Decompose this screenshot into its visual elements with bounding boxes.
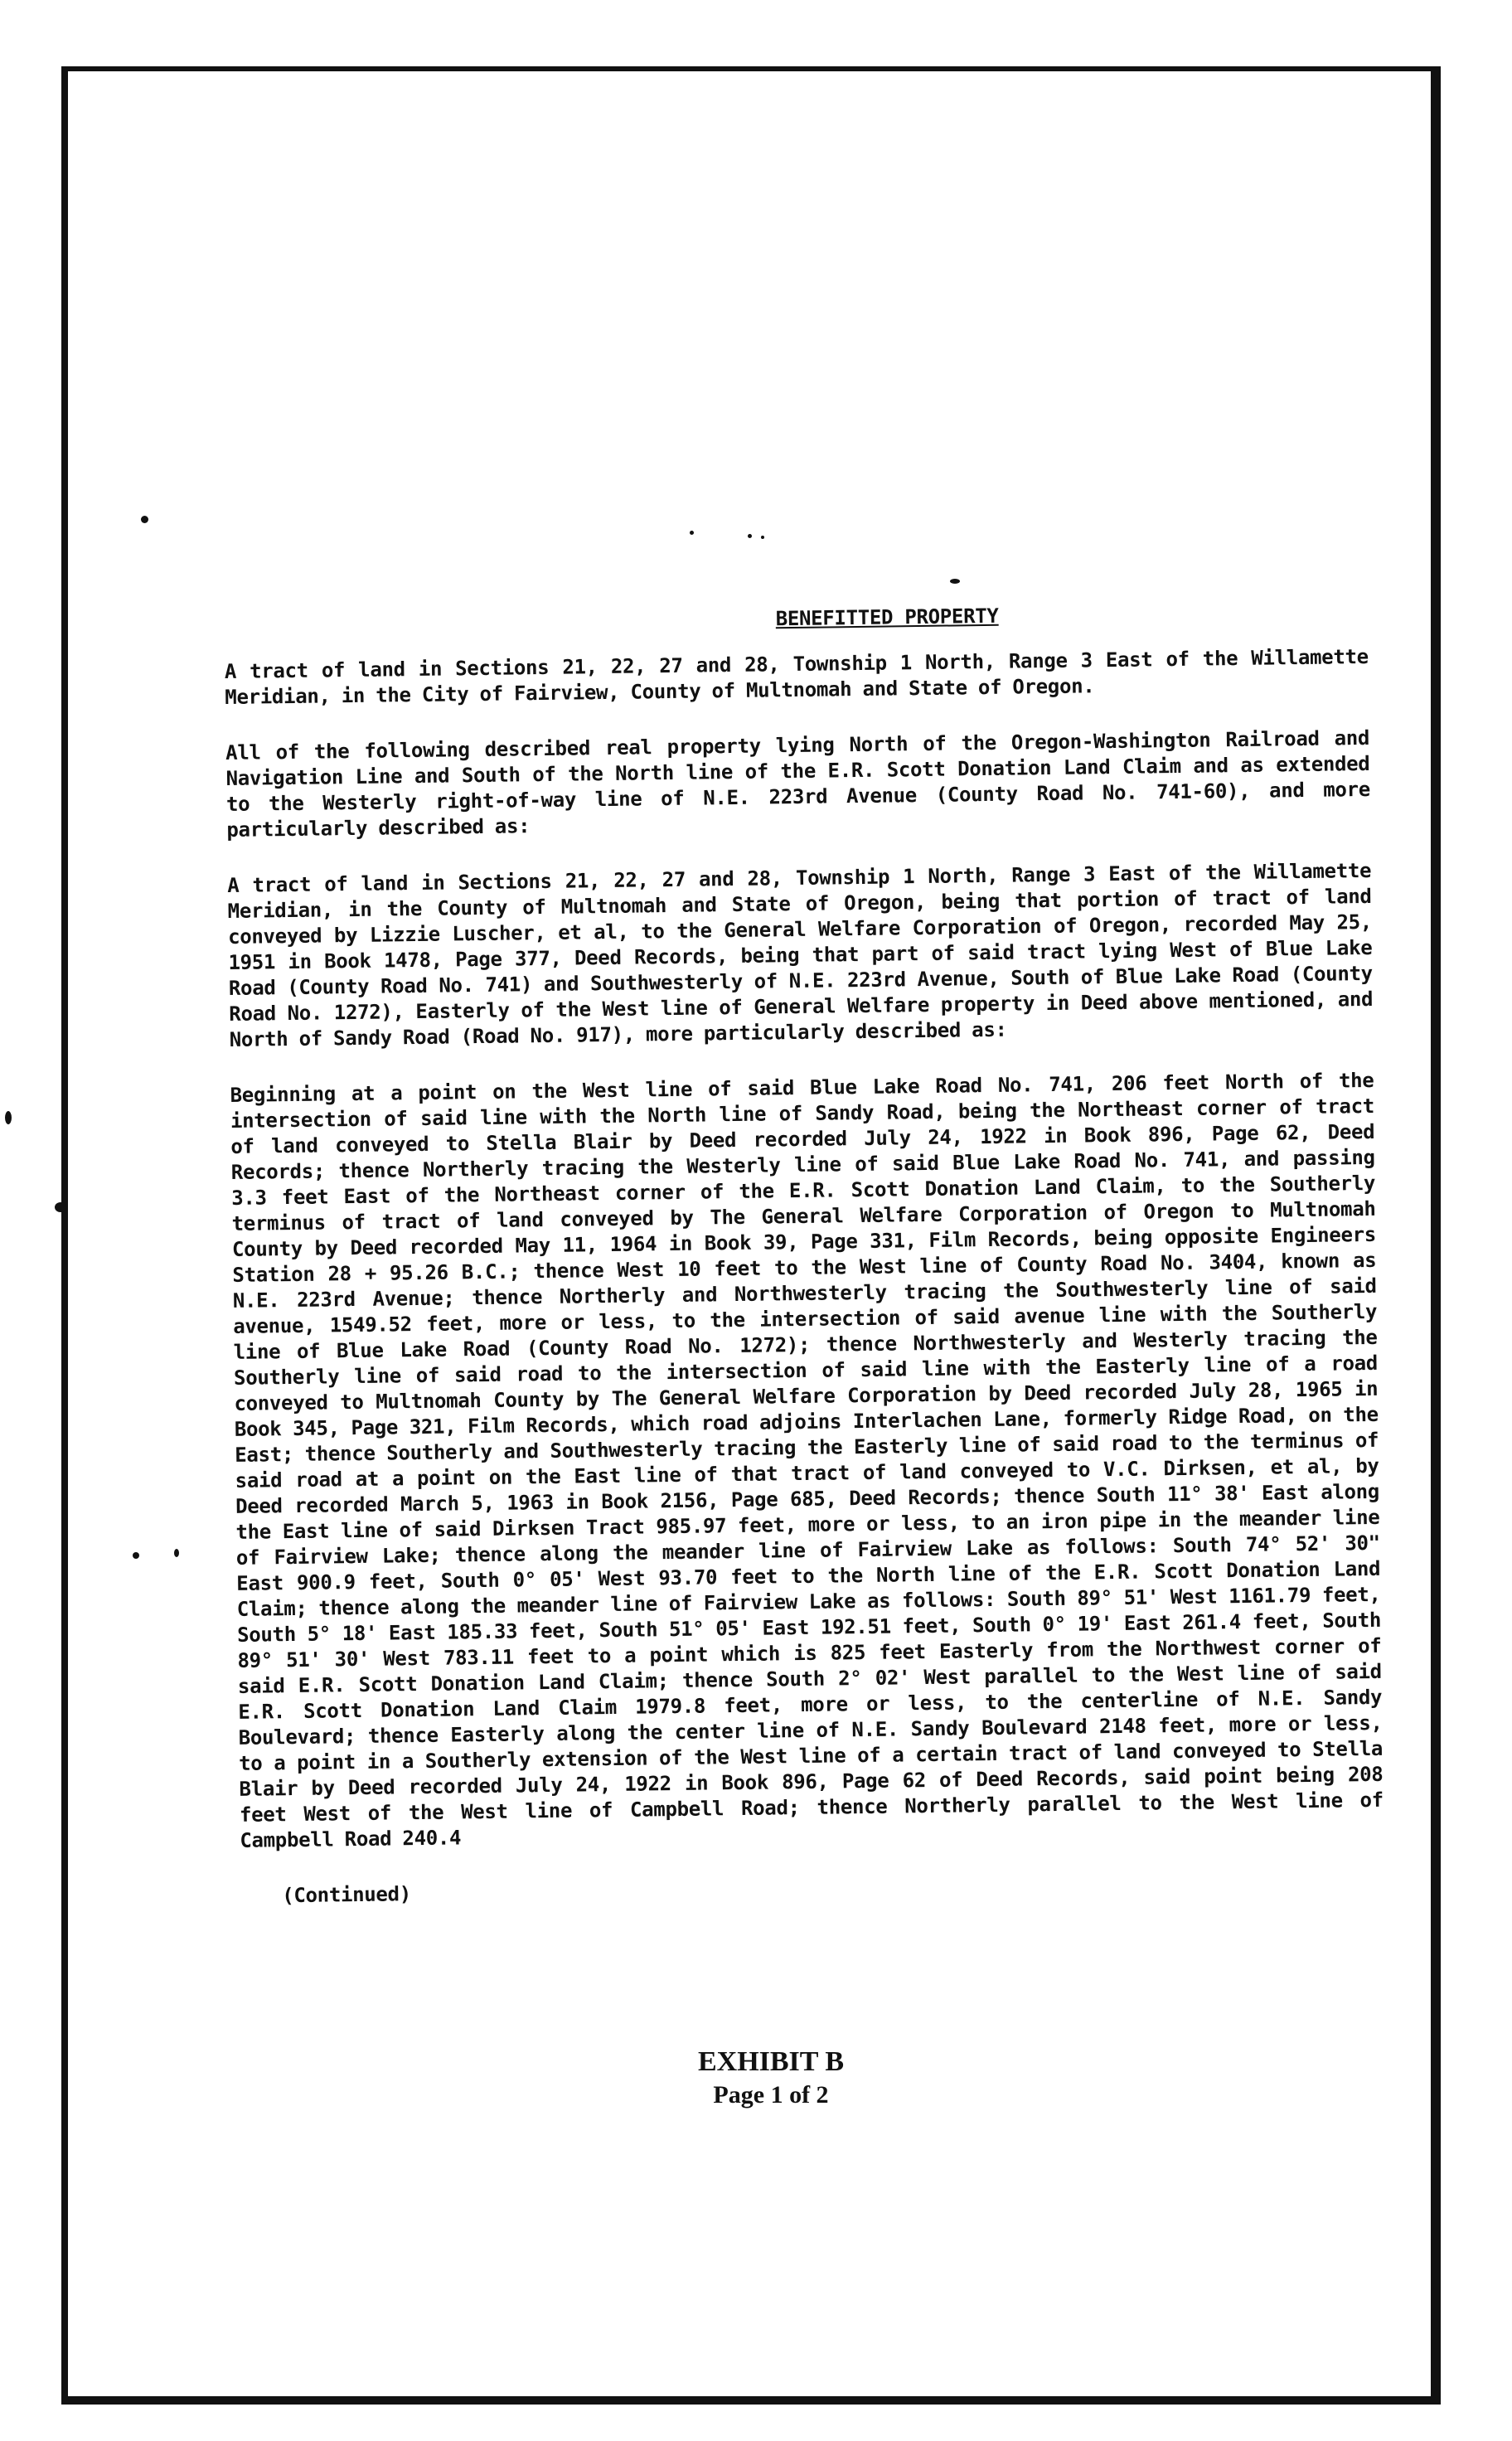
paragraph-4: Beginning at a point on the West line of said Blue Lake Road No. 741, 206 feet North of the intersection of said line with the North line of Sandy Road, being the Northeast corner of tract of land conveyed to Stella Blair by Deed recorded July 24, 1922 in Book 896, Page 62, Deed Records; thence Northerly tracing the Westerly line of said Blue Lake Road No. 741, and passing 3.3 feet East of the Northeast corner of the E.R. Scott Donation Land Claim, to the Southerly terminus of tract of land conveyed by The General Welfare Corporation of Oregon to Multnomah County by Deed recorded May 11, 1964 in Book 39, Page 331, Film Records, being opposite Engineers Station 28 + 95.26 B.C.; thence West 10 feet to the West line of County Road No. 3404, known as N.E. 223rd Avenue; thence Northerly and Northwesterly tracing the Southwesterly line of said avenue, 1549.52 feet, more or less, to the intersection of said avenue line with the Southerly line of Blue Lake Road (County Road No. 1272); thence Northwesterly and Westerly tracing the Southerly line of said road to the intersection of said line with the Easterly line of a road conveyed to Multnomah County by The General Welfare Corporation by Deed recorded July 28, 1965 in Book 345, Page 321, Film Records, which road adjoins Interlachen Lane, formerly Ridge Road, on the East; thence Southerly and Southwesterly tracing the Easterly line of said road to the terminus of said road at a point on the East line of that tract of land conveyed to V.C. Dirksen, et al, by Deed recorded March 5, 1963 in Book 2156, Page 685, Deed Records; thence South 11° 38' East along the East line of said Dirksen Tract 985.97 feet, more or less, to an iron pipe in the meander line of Fairview Lake; thence along the meander line of Fairview Lake as follows: South 74° 52' 30" East 900.9 feet, South 0° 05' West 93.70 feet to the North line of the E.R. Scott Donation Land Claim; thence along the meander line of Fairview Lake as follows: South 89° 51' West 1161.79 feet, South 5° 18' East 185.33 feet, South 51° 05' East 192.51 feet, South 0° 19' East 261.4 feet, South 89° 51' 30' West 783.11 feet to a point which is 825 feet Easterly from the Northwest corner of said E.R. Scott Donation Land Claim; thence South 2° 02' West parallel to the West line of said E.R. Scott Donation Land Claim 1979.8 feet, more or less, to the centerline of N.E. Sandy Boulevard; thence Easterly along the center line of N.E. Sandy Boulevard 2148 feet, more or less, to a point in a Southerly extension of the West line of a certain tract of land conveyed to Stella Blair by Deed recorded July 24, 1922 in Book 896, Page 62 of Deed Records, said point being 208 feet West of the West line of Campbell Road; thence Northerly parallel to the West line of Campbell Road 240.4	[230, 1068, 1384, 1852]
continued-note: (Continued)	[282, 1882, 412, 1908]
scan-speck	[950, 579, 960, 584]
exhibit-label: EXHIBIT B	[697, 2046, 845, 2077]
page-number: Page 1 of 2	[713, 2081, 829, 2109]
scan-speck	[55, 1202, 66, 1212]
scan-speck	[5, 1111, 12, 1124]
scan-speck	[748, 534, 752, 538]
scan-speck	[761, 536, 764, 539]
scan-speck	[141, 516, 148, 523]
paragraph-2: All of the following described real property lying North of the Oregon-Washington Railroad and Navigation Line and South of the North line of the E.R. Scott Donation Land Claim and as extended to the Westerly right-of-way line of N.E. 223rd Avenue (County Road No. 741-60), and more particularly described as:	[225, 726, 1371, 842]
scan-speck	[133, 1552, 139, 1559]
document-title: BENEFITTED PROPERTY	[775, 604, 999, 631]
document-body	[224, 599, 1384, 1910]
scan-speck	[690, 531, 694, 535]
exhibit-footer	[671, 2045, 870, 2111]
paragraph-3: A tract of land in Sections 21, 22, 27 and 28, Township 1 North, Range 3 East of the Willamette Meridian, in the County of Multnomah and State of Oregon, being that portion of tract of land conveyed by Lizzie Luscher, et al, to the General Welfare Corporation of Oregon, recorded May 25, 1951 in Book 1478, Page 377, Deed Records, being that part of said tract lying West of Blue Lake Road (County Road No. 741) and Southwesterly of N.E. 223rd Avenue, South of Blue Lake Road (County Road No. 1272), Easterly of the West line of General Welfare property in Deed above mentioned, and North of Sandy Road (Road No. 917), more particularly described as:	[227, 858, 1374, 1051]
scan-speck	[174, 1549, 179, 1557]
paragraph-1: A tract of land in Sections 21, 22, 27 and 28, Township 1 North, Range 3 East of the Willamette Meridian, in the City of Fairview, County of Multnomah and State of Oregon.	[224, 644, 1369, 709]
